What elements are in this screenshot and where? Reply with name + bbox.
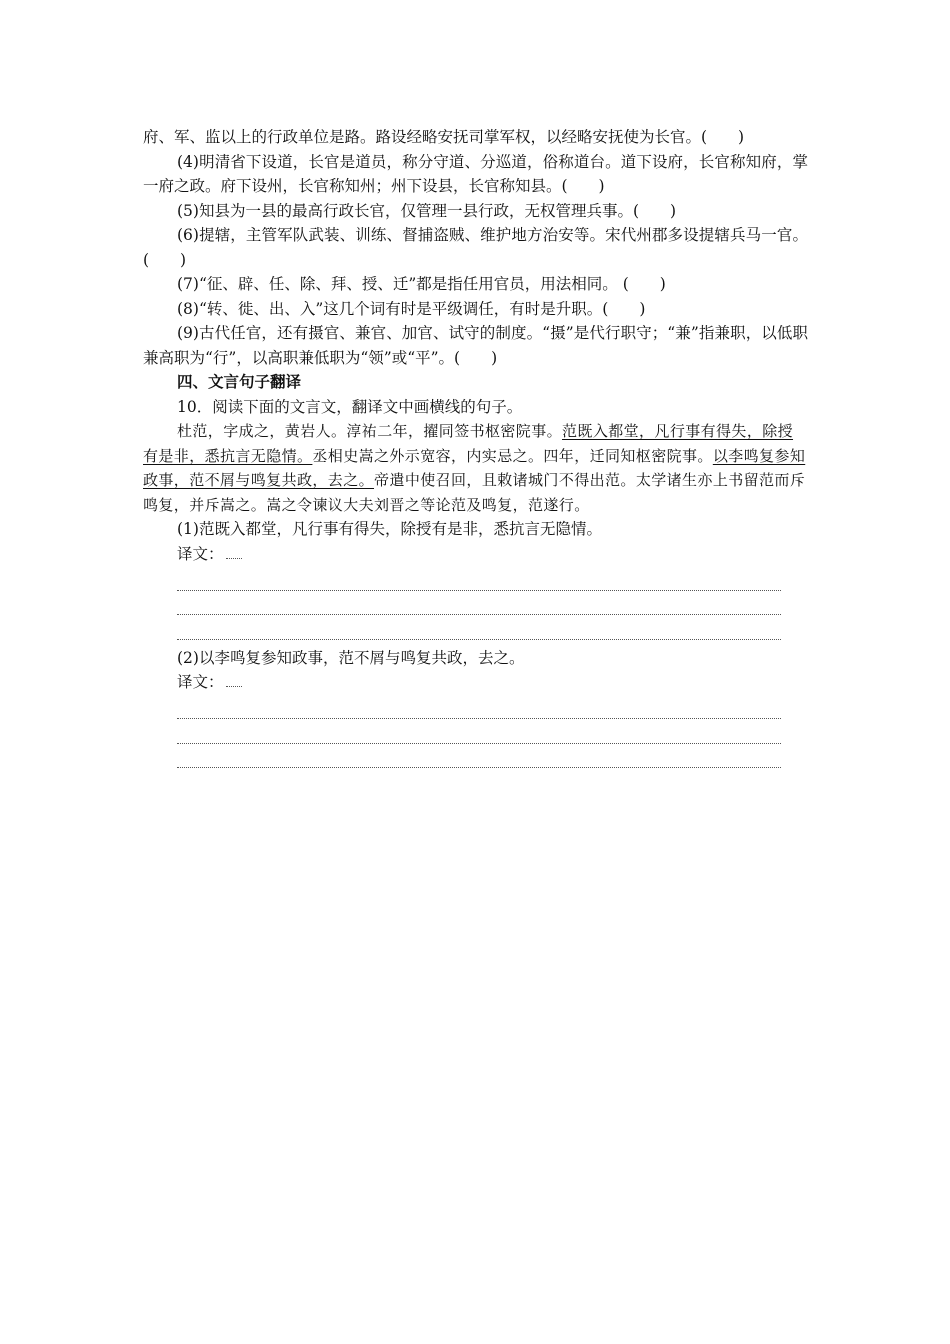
answer-label-2 [143,670,808,695]
question-10-prompt: 10．阅读下面的文言文，翻译文中画横线的句子。 [177,397,523,416]
answer-stub-2[interactable] [226,686,242,687]
section-heading: 四、文言句子翻译 [177,372,302,391]
answer-line[interactable] [177,695,781,720]
answer-label-1 [143,542,808,567]
answer-line[interactable] [177,566,781,591]
answer-line[interactable] [177,615,781,640]
sub-question-2: (2)以李鸣复参知政事，范不屑与鸣复共政，去之。 [177,648,525,667]
item-3-continuation: 府、军、监以上的行政单位是路。路设经略安抚司掌军权，以经略安抚使为长官。( ) [143,128,745,146]
item-6: (6)提辖，主管军队武装、训练、督捕盗贼、维护地方治安等。宋代州郡多设提辖兵马一官。( ) [143,226,808,269]
passage-text-1: 杜范，字成之，黄岩人。淳祐二年，擢同签书枢密院事。 [177,422,563,440]
passage-text-3: 帝遣中使召回，且敕诸城门不得出范。太学诸生亦上书留范而斥鸣复，并斥嵩之。嵩之令谏议大夫刘晋之等论范及鸣复，范遂行。 [143,471,806,514]
document-content [143,125,808,768]
answer-line[interactable] [177,591,781,616]
answer-lines-1 [177,566,781,640]
answer-line[interactable] [177,744,781,769]
underlined-sentence-2: 以李鸣复参知政事，范不屑与鸣复共政，去之。 [143,446,806,489]
answer-line[interactable] [177,719,781,744]
answer-stub-1[interactable] [226,558,242,559]
underlined-sentence-1: 范既入都堂，凡行事有得失，除授有是非，悉抗言无隐情。 [143,422,794,465]
sub-question-1: (1)范既入都堂，凡行事有得失，除授有是非，悉抗言无隐情。 [177,520,602,538]
item-9: (9)古代任官，还有摄官、兼官、加官、试守的制度。“摄”是代行职守；“兼”指兼职，以低职兼高职为“行”，以高职兼低职为“领”或“平”。( ) [143,324,808,367]
item-4: (4)明清省下设道，长官是道员，称分守道、分巡道，俗称道台。道下设府，长官称知府，掌一府之政。府下设州，长官称知州；州下设县，长官称知县。( ) [143,152,808,195]
item-7: (7)“征、辟、任、除、拜、授、迁”都是指任用官员，用法相同。 ( ) [177,275,666,293]
passage-text-2: 丞相史嵩之外示宽容，内实忌之。四年，迁同知枢密院事。 [312,446,713,465]
answer-lines-2 [177,695,781,769]
item-5: (5)知县为一县的最高行政长官，仅管理一县行政，无权管理兵事。( ) [177,201,677,220]
item-8: (8)“转、徙、出、入”这几个词有时是平级调任，有时是升职。( ) [177,299,646,318]
answer-label-text-2: 译文： [177,673,224,691]
answer-label-text-1: 译文： [177,544,224,563]
classical-passage [143,419,808,517]
